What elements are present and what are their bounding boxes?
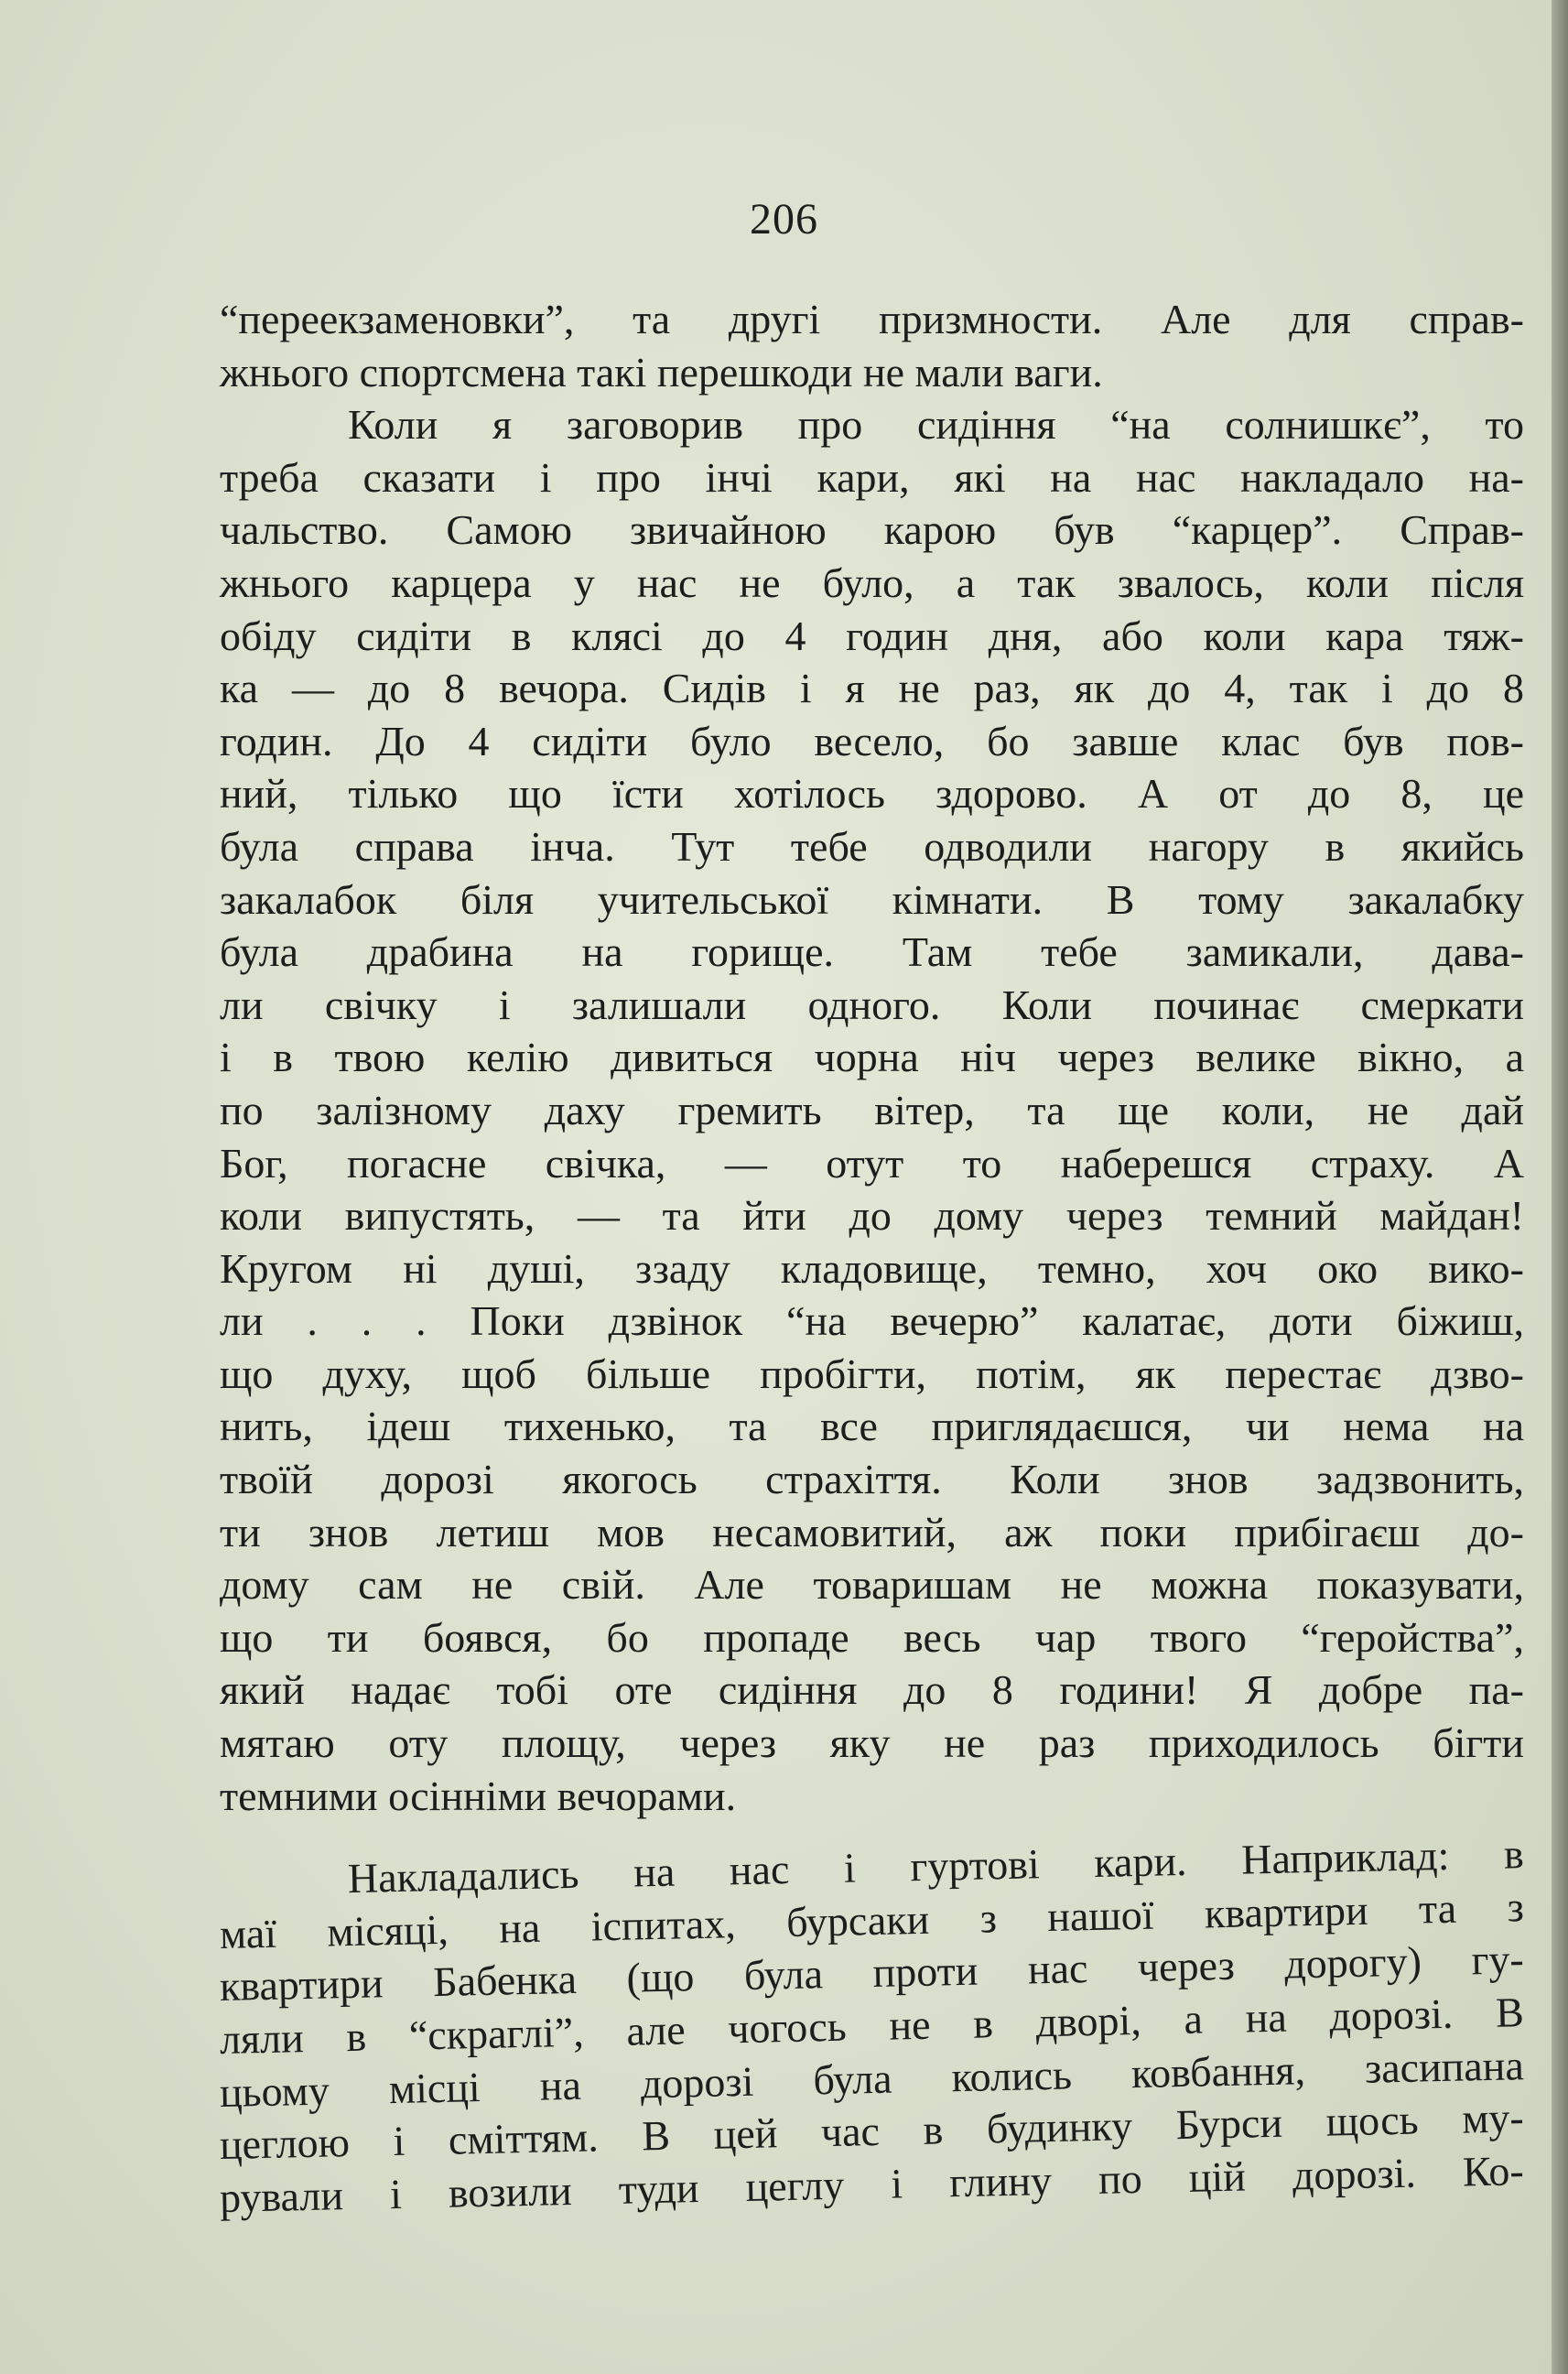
text-line: жнього спортсмена такі перешкоди не мали ваги.: [220, 348, 1103, 396]
text-line: ли . . . Поки дзвінок “на вечерю” калатає, доти біжиш,: [220, 1297, 1524, 1345]
text-line: який надає тобі оте сидіння до 8 години! Я добре па-: [220, 1666, 1524, 1714]
text-line: по залізному даху гремить вітер, та ще коли, не дай: [220, 1086, 1524, 1133]
text-line: “переекзаменовки”, та другі призмности. Але для справ-: [220, 296, 1524, 342]
text-line: коли випустять, — та йти до дому через темний майдан!: [220, 1192, 1524, 1240]
text-line: Коли я заговорив про сидіння “на солнишкє”, то: [348, 401, 1524, 449]
text-line: була драбина на горище. Там тебе замикали, дава-: [220, 928, 1524, 976]
text-line: Накладались на нас і гуртові кари. Наприклад: в: [347, 1830, 1525, 1902]
text-line: мятаю оту площу, через яку не раз приходилось бігти: [220, 1719, 1524, 1767]
text-line: годин. До 4 сидіти було весело, бо завше клас був пов-: [220, 717, 1524, 764]
text-line: темними осінніми вечорами.: [220, 1772, 737, 1819]
text-line: Кругом ні душі, ззаду кладовище, темно, хоч око вико-: [220, 1244, 1524, 1292]
text-line: що духу, щоб більше пробігти, потім, як перестає дзво-: [220, 1350, 1524, 1397]
body-text: [220, 293, 1524, 2224]
text-line: ти знов летиш мов несамовитий, аж поки прибігаєш до-: [220, 1508, 1524, 1556]
page-number: 206: [750, 195, 818, 244]
text-line: обіду сидіти в клясі до 4 годин дня, або коли кара тяж-: [220, 612, 1524, 659]
text-line: чальство. Самою звичайною карою був “карцер”. Справ-: [220, 506, 1524, 554]
text-line: Бог, погасне свічка, — отут то наберешся страху. А: [220, 1139, 1524, 1187]
text-line: ляли в “скраглі”, але чогось не в дворі, а на дорозі. В: [219, 1989, 1525, 2063]
text-line: ний, тілько що їсти хотілось здорово. А от до 8, це: [220, 770, 1524, 818]
text-line: закалабок біля учительської кімнати. В тому закалабку: [220, 875, 1524, 923]
text-line: була справа інча. Тут тебе одводили нагору в якийсь: [220, 822, 1524, 870]
text-line: жнього карцера у нас не було, а так звалось, коли після: [220, 558, 1524, 606]
text-line: нить, ідеш тихенько, та все приглядаєшся, чи нема на: [220, 1403, 1524, 1450]
text-line: треба сказати і про інчі кари, які на нас накладало на-: [220, 453, 1524, 501]
text-line: маї місяці, на іспитах, бурсаки з нашої квартири та з: [219, 1882, 1525, 1957]
text-line: дому сам не свій. Але товаришам не можна показувати,: [220, 1561, 1524, 1609]
text-line: цеглою і сміттям. В цей час в будинку Бурси щось му-: [219, 2094, 1525, 2169]
text-line: ли свічку і залишали одного. Коли починає смеркати: [220, 981, 1524, 1028]
page-edge-shadow: [1552, 0, 1568, 2374]
text-line: твоїй дорозі якогось страхіття. Коли знов задзвонить,: [220, 1456, 1524, 1503]
text-line: цьому місці на дорозі була колись ковбання, засипана: [219, 2041, 1525, 2116]
text-line: що ти боявся, бо пропаде весь чар твого “геройства”,: [220, 1613, 1524, 1661]
text-line: рували і возили туди цеглу і глину по цій дорозі. Ко-: [219, 2146, 1525, 2221]
text-line: і в твою келію дивиться чорна ніч через велике вікно, а: [220, 1034, 1524, 1081]
text-line: ка — до 8 вечора. Сидів і я не раз, як до 4, так і до 8: [220, 665, 1524, 712]
text-line: квартири Бабенка (що була проти нас через дорогу) гу-: [219, 1935, 1525, 2011]
